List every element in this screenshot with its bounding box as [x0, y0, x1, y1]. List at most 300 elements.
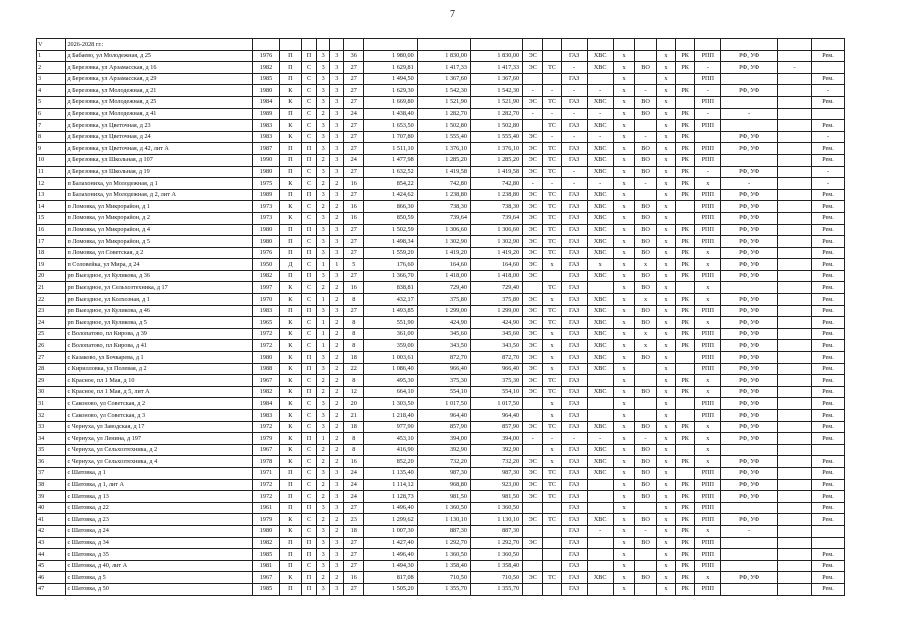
- table-cell: 3: [316, 247, 330, 259]
- table-cell: х: [656, 73, 675, 85]
- table-cell: 981,50: [417, 491, 470, 503]
- table-cell: 3: [316, 421, 330, 433]
- table-cell: [587, 375, 613, 387]
- table-cell: ТС: [543, 317, 561, 329]
- table-cell: ВО: [635, 282, 657, 294]
- table-cell: 1 282,70: [417, 108, 470, 120]
- table-cell: 45: [37, 560, 66, 572]
- table-cell: ГАЗ: [561, 560, 587, 572]
- table-cell: 3: [330, 583, 344, 595]
- table-cell: д Березовка, ул Цветочная, д 42, лит А: [66, 143, 253, 155]
- table-cell: х: [543, 352, 561, 364]
- table-cell: [778, 96, 812, 108]
- table-cell: РК: [676, 236, 695, 248]
- table-cell: [778, 120, 812, 132]
- table-cell: 1984: [253, 398, 279, 410]
- table-cell: 2: [316, 514, 330, 526]
- table-cell: 2: [330, 363, 344, 375]
- table-cell: 2: [330, 282, 344, 294]
- table-row: [37, 120, 845, 132]
- table-cell: Рем.: [811, 189, 844, 201]
- table-cell: 1 292,70: [417, 537, 470, 549]
- table-cell: х: [543, 294, 561, 306]
- table-cell: П: [302, 537, 317, 549]
- table-cell: 987,30: [417, 467, 470, 479]
- table-cell: 424,90: [417, 317, 470, 329]
- table-cell: 1984: [253, 96, 279, 108]
- table-cell: -: [811, 166, 844, 178]
- table-cell: 1989: [253, 108, 279, 120]
- table-cell: ВО: [635, 224, 657, 236]
- table-cell: х: [543, 340, 561, 352]
- table-cell: РФ, УФ: [721, 294, 778, 306]
- table-cell: РФ, УФ: [721, 50, 778, 62]
- table-cell: х: [613, 212, 635, 224]
- table-cell: 164,60: [417, 259, 470, 271]
- table-cell: ГАЗ: [561, 340, 587, 352]
- table-cell: -: [695, 62, 721, 74]
- table-cell: 966,40: [470, 363, 522, 375]
- table-cell: Рем.: [811, 502, 844, 514]
- table-cell: х: [656, 491, 675, 503]
- table-cell: ЭС: [523, 514, 543, 526]
- table-cell: 3: [316, 583, 330, 595]
- table-cell: 554,10: [470, 386, 522, 398]
- table-cell: С: [302, 294, 317, 306]
- table-cell: РК: [676, 120, 695, 132]
- table-cell: [523, 502, 543, 514]
- table-cell: 12: [344, 386, 364, 398]
- table-cell: 27: [344, 583, 364, 595]
- table-cell: ТС: [543, 305, 561, 317]
- table-cell: С: [302, 456, 317, 468]
- table-cell: 739,64: [470, 212, 522, 224]
- table-cell: РК: [676, 502, 695, 514]
- table-cell: 27: [344, 502, 364, 514]
- table-cell: х: [695, 317, 721, 329]
- table-cell: 1961: [253, 502, 279, 514]
- table-cell: х: [656, 305, 675, 317]
- table-cell: с Шатовка, д 35: [66, 549, 253, 561]
- table-cell: ГАЗ: [561, 154, 587, 166]
- table-cell: 3: [330, 131, 344, 143]
- table-cell: 1 417,33: [470, 62, 522, 74]
- table-cell: ТС: [543, 514, 561, 526]
- table-cell: х: [656, 352, 675, 364]
- table-cell: ГАЗ: [561, 549, 587, 561]
- table-cell: [587, 549, 613, 561]
- table-cell: П: [279, 270, 302, 282]
- table-cell: Рем.: [811, 433, 844, 445]
- table-cell: 3: [330, 85, 344, 97]
- table-cell: 710,50: [470, 572, 522, 584]
- table-cell: х: [613, 178, 635, 190]
- table-cell: [778, 479, 812, 491]
- table-row: [37, 178, 845, 190]
- table-cell: 31: [37, 398, 66, 410]
- table-cell: РПП: [695, 549, 721, 561]
- table-cell: С: [302, 131, 317, 143]
- table-cell: х: [695, 433, 721, 445]
- table-cell: [523, 583, 543, 595]
- table-cell: 24: [344, 479, 364, 491]
- table-cell: 10: [37, 154, 66, 166]
- table-cell: х: [587, 259, 613, 271]
- table-cell: Рем.: [811, 120, 844, 132]
- table-cell: ЭС: [523, 236, 543, 248]
- table-cell: ЭС: [523, 96, 543, 108]
- table-cell: 4: [37, 85, 66, 97]
- table-cell: РПП: [695, 502, 721, 514]
- table-cell: ТС: [543, 224, 561, 236]
- table-cell: д Березовка, ул Цветочная, д 23: [66, 120, 253, 132]
- table-cell: ХВС: [587, 340, 613, 352]
- table-cell: Рем.: [811, 479, 844, 491]
- table-cell: Рем.: [811, 143, 844, 155]
- table-cell: ГАЗ: [561, 270, 587, 282]
- table-cell: ТС: [543, 143, 561, 155]
- table-cell: 3: [316, 85, 330, 97]
- table-cell: К: [279, 201, 302, 213]
- table-row: [37, 375, 845, 387]
- table-cell: РФ, УФ: [721, 328, 778, 340]
- table-row: [37, 247, 845, 259]
- table-cell: 1975: [253, 178, 279, 190]
- table-cell: РК: [676, 386, 695, 398]
- table-cell: 1 477,98: [364, 154, 417, 166]
- table-cell: х: [613, 50, 635, 62]
- table-cell: [721, 560, 778, 572]
- table-cell: ТС: [543, 491, 561, 503]
- table-cell: х: [613, 236, 635, 248]
- table-cell: 817,08: [364, 572, 417, 584]
- table-cell: х: [656, 410, 675, 422]
- table-cell: х: [613, 560, 635, 572]
- table-cell: 37: [37, 467, 66, 479]
- table-cell: 1 418,00: [417, 270, 470, 282]
- table-cell: РФ, УФ: [721, 131, 778, 143]
- table-cell: 1983: [253, 305, 279, 317]
- table-cell: х: [656, 189, 675, 201]
- table-cell: [676, 444, 695, 456]
- table-cell: 1: [330, 259, 344, 271]
- table-cell: с Шатовка, д 23: [66, 514, 253, 526]
- table-cell: [635, 502, 657, 514]
- table-cell: ВО: [635, 421, 657, 433]
- table-cell: 3: [330, 108, 344, 120]
- table-cell: 3: [37, 73, 66, 85]
- table-cell: Рем.: [811, 421, 844, 433]
- table-cell: рп Выездное, ул Куликова, д 46: [66, 305, 253, 317]
- table-cell: 38: [37, 479, 66, 491]
- table-cell: Рем.: [811, 572, 844, 584]
- table-cell: х: [613, 525, 635, 537]
- table-cell: 1 521,90: [417, 96, 470, 108]
- table-cell: 854,22: [364, 178, 417, 190]
- table-cell: 3: [330, 189, 344, 201]
- table-cell: [587, 73, 613, 85]
- table-cell: ЭС: [523, 479, 543, 491]
- table-cell: Рем.: [811, 305, 844, 317]
- table-cell: [543, 270, 561, 282]
- table-cell: РФ, УФ: [721, 317, 778, 329]
- table-cell: 343,50: [417, 340, 470, 352]
- section-label: V: [37, 39, 66, 51]
- table-cell: Рем.: [811, 560, 844, 572]
- table-cell: рп Выездное, ул Колхозная, д 1: [66, 294, 253, 306]
- table-cell: х: [695, 444, 721, 456]
- table-cell: [778, 178, 812, 190]
- table-cell: РПП: [695, 305, 721, 317]
- table-cell: п Ломовка, ул Советская, д 2: [66, 247, 253, 259]
- table-cell: ТС: [543, 375, 561, 387]
- table-cell: П: [302, 305, 317, 317]
- table-row: [37, 224, 845, 236]
- table-cell: с Кирилловка, ул Полевая, д 2: [66, 363, 253, 375]
- table-cell: РПП: [695, 479, 721, 491]
- table-cell: 1 367,60: [417, 73, 470, 85]
- table-cell: х: [656, 328, 675, 340]
- table-row: [37, 352, 845, 364]
- table-cell: 1979: [253, 433, 279, 445]
- table-cell: ТС: [543, 201, 561, 213]
- table-cell: 3: [316, 352, 330, 364]
- table-row: [37, 201, 845, 213]
- table-cell: ГАЗ: [561, 294, 587, 306]
- table-cell: х: [656, 398, 675, 410]
- table-cell: х: [613, 444, 635, 456]
- table-cell: 16: [344, 282, 364, 294]
- table-row: [37, 363, 845, 375]
- table-cell: -: [695, 85, 721, 97]
- table-cell: РК: [676, 560, 695, 572]
- table-cell: х: [656, 294, 675, 306]
- table-cell: 838,81: [364, 282, 417, 294]
- table-cell: С: [302, 201, 317, 213]
- table-cell: [778, 502, 812, 514]
- table-cell: С: [302, 212, 317, 224]
- table-cell: [778, 294, 812, 306]
- table-cell: ХВС: [587, 514, 613, 526]
- table-cell: 27: [344, 143, 364, 155]
- table-cell: РК: [676, 525, 695, 537]
- table-cell: [721, 444, 778, 456]
- table-cell: х: [613, 143, 635, 155]
- table-cell: х: [656, 247, 675, 259]
- table-cell: ГАЗ: [561, 50, 587, 62]
- table-cell: ВО: [635, 96, 657, 108]
- table-cell: Рем.: [811, 398, 844, 410]
- table-cell: х: [656, 583, 675, 595]
- table-cell: Рем.: [811, 456, 844, 468]
- table-cell: -: [561, 85, 587, 97]
- table-cell: 24: [344, 491, 364, 503]
- table-cell: -: [721, 108, 778, 120]
- table-cell: 394,00: [470, 433, 522, 445]
- table-cell: х: [613, 537, 635, 549]
- table-cell: 3: [330, 537, 344, 549]
- table-cell: 1980: [253, 224, 279, 236]
- table-cell: 887,30: [470, 525, 522, 537]
- table-cell: с Саконово, ул Советская, д 3: [66, 410, 253, 422]
- table-cell: 1 360,50: [470, 502, 522, 514]
- table-cell: 1 086,40: [364, 363, 417, 375]
- table-cell: К: [279, 410, 302, 422]
- table-cell: х: [543, 410, 561, 422]
- table-row: [37, 491, 845, 503]
- table-cell: [635, 398, 657, 410]
- table-row: [37, 282, 845, 294]
- table-cell: х: [656, 236, 675, 248]
- table-cell: 1 494,50: [364, 73, 417, 85]
- table-cell: К: [279, 317, 302, 329]
- table-cell: [778, 467, 812, 479]
- table-cell: Д: [279, 259, 302, 271]
- table-cell: х: [656, 537, 675, 549]
- table-cell: К: [279, 131, 302, 143]
- table-cell: РПП: [695, 583, 721, 595]
- table-cell: 1 007,30: [364, 525, 417, 537]
- table-cell: -: [635, 131, 657, 143]
- table-cell: 887,30: [417, 525, 470, 537]
- table-cell: 176,60: [364, 259, 417, 271]
- table-cell: 26: [37, 340, 66, 352]
- table-cell: РФ, УФ: [721, 166, 778, 178]
- table-cell: 1 358,40: [417, 560, 470, 572]
- table-cell: 16: [344, 212, 364, 224]
- table-cell: 1950: [253, 259, 279, 271]
- table-cell: ГАЗ: [561, 525, 587, 537]
- table-cell: П: [302, 352, 317, 364]
- table-cell: 27: [344, 62, 364, 74]
- table-row: [37, 398, 845, 410]
- table-cell: х: [656, 270, 675, 282]
- table-cell: ГАЗ: [561, 189, 587, 201]
- table-cell: Рем.: [811, 154, 844, 166]
- table-cell: 3: [316, 305, 330, 317]
- table-cell: [778, 212, 812, 224]
- table-cell: РК: [676, 270, 695, 282]
- table-cell: П: [302, 270, 317, 282]
- table-cell: 729,40: [470, 282, 522, 294]
- table-cell: 15: [37, 212, 66, 224]
- table-cell: ХВС: [587, 236, 613, 248]
- table-cell: с Шатовка, д 40, лит А: [66, 560, 253, 572]
- table-cell: 1 494,30: [364, 560, 417, 572]
- table-cell: х: [695, 572, 721, 584]
- table-cell: 1 542,30: [470, 85, 522, 97]
- table-cell: Рем.: [811, 583, 844, 595]
- table-cell: ГАЗ: [561, 120, 587, 132]
- table-cell: ГАЗ: [561, 479, 587, 491]
- table-cell: 3: [330, 491, 344, 503]
- table-cell: 2: [330, 410, 344, 422]
- table-cell: 2: [316, 375, 330, 387]
- table-cell: 3: [316, 502, 330, 514]
- table-cell: РПП: [695, 560, 721, 572]
- table-cell: -: [635, 178, 657, 190]
- table-cell: [543, 525, 561, 537]
- table-cell: 2: [316, 491, 330, 503]
- table-cell: 1979: [253, 514, 279, 526]
- table-cell: 923,00: [470, 479, 522, 491]
- housing-table: [36, 38, 845, 596]
- table-cell: х: [613, 317, 635, 329]
- table-cell: 5: [37, 96, 66, 108]
- table-cell: РФ, УФ: [721, 572, 778, 584]
- table-cell: 8: [344, 294, 364, 306]
- table-cell: [778, 108, 812, 120]
- table-cell: 710,50: [417, 572, 470, 584]
- table-cell: [778, 444, 812, 456]
- table-cell: П: [279, 491, 302, 503]
- table-cell: 2: [330, 328, 344, 340]
- table-cell: -: [523, 108, 543, 120]
- table-row: [37, 108, 845, 120]
- table-cell: 5: [344, 259, 364, 271]
- table-cell: 39: [37, 491, 66, 503]
- table-cell: п Ломовка, ул Микрорайон, д 1: [66, 201, 253, 213]
- table-cell: РК: [676, 224, 695, 236]
- table-cell: 1 285,20: [470, 154, 522, 166]
- table-cell: К: [279, 386, 302, 398]
- table-cell: д Березовка, ул Арзамасская, д 29: [66, 73, 253, 85]
- table-cell: х: [613, 247, 635, 259]
- table-cell: ТС: [543, 154, 561, 166]
- table-cell: 18: [344, 525, 364, 537]
- table-cell: 3: [316, 549, 330, 561]
- table-cell: ВО: [635, 317, 657, 329]
- table-cell: 1: [316, 433, 330, 445]
- table-cell: 1965: [253, 317, 279, 329]
- table-cell: ГАЗ: [561, 421, 587, 433]
- table-cell: [523, 73, 543, 85]
- table-cell: 22: [37, 294, 66, 306]
- table-cell: 1982: [253, 270, 279, 282]
- table-cell: [778, 583, 812, 595]
- table-cell: ГАЗ: [561, 73, 587, 85]
- table-cell: Рем.: [811, 514, 844, 526]
- table-cell: С: [302, 282, 317, 294]
- table-cell: -: [561, 108, 587, 120]
- table-cell: 27: [344, 560, 364, 572]
- table-cell: К: [279, 340, 302, 352]
- table-cell: 7: [37, 120, 66, 132]
- table-cell: ТС: [543, 247, 561, 259]
- table-cell: д Бабаево, ул Молодежная, д 25: [66, 50, 253, 62]
- table-cell: 1980: [253, 236, 279, 248]
- table-cell: [811, 525, 844, 537]
- table-cell: К: [279, 85, 302, 97]
- table-cell: [721, 73, 778, 85]
- table-cell: [778, 236, 812, 248]
- table-cell: 3: [316, 236, 330, 248]
- table-cell: 392,90: [417, 444, 470, 456]
- table-cell: ХВС: [587, 212, 613, 224]
- table-cell: ЭС: [523, 363, 543, 375]
- table-cell: 25: [37, 328, 66, 340]
- table-cell: РПП: [695, 73, 721, 85]
- table-cell: д Березовка, ул Молодежная, д 21: [66, 85, 253, 97]
- table-cell: [778, 410, 812, 422]
- table-cell: ТС: [543, 189, 561, 201]
- table-cell: П: [279, 583, 302, 595]
- table-cell: 1 419,20: [417, 247, 470, 259]
- table-cell: ХВС: [587, 467, 613, 479]
- table-cell: [778, 224, 812, 236]
- table-cell: п Ломовка, ул Микрорайон, д 5: [66, 236, 253, 248]
- table-cell: ГАЗ: [561, 363, 587, 375]
